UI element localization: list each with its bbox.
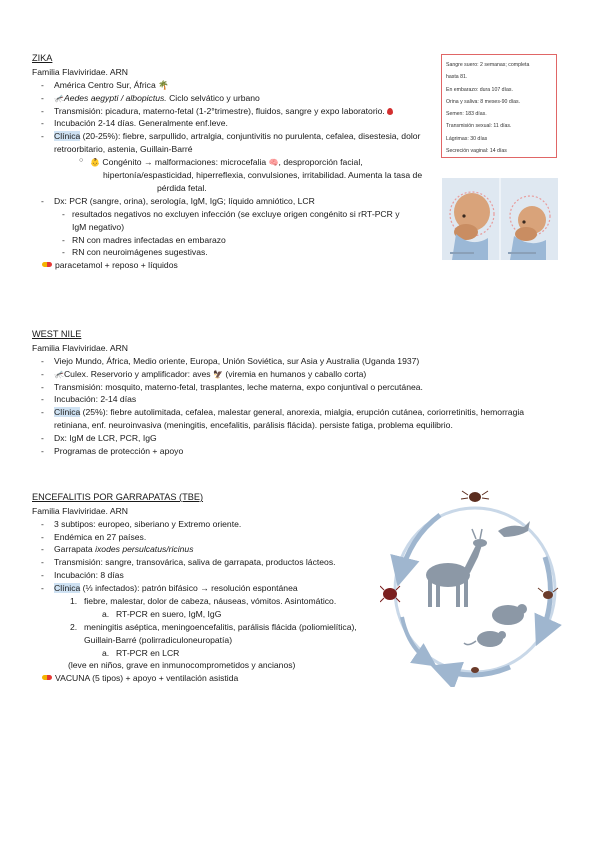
note-line: Transmisión sexual: 11 días. — [446, 123, 512, 130]
note-line: Lágrimas: 30 días — [446, 135, 488, 142]
bird-icon: 🦅 — [213, 369, 223, 379]
tick-engorged-icon — [380, 586, 400, 602]
zika-family: Familia Flaviviridae. ARN — [32, 66, 128, 77]
tbe-treatment: VACUNA (5 tipos) + apoyo + ventilación asistida — [32, 672, 357, 685]
west-nile-section — [32, 328, 524, 458]
tick-adult-icon — [461, 491, 489, 502]
tbe-phase-1: 1. fiebre, malestar, dolor de cabeza, náuseas, vómitos. Asintomático. — [70, 596, 337, 607]
persistence-note-box — [441, 54, 557, 158]
west-nile-bullet-transmission: - Transmisión: mosquito, materno-fetal, trasplantes, leche materna, expo conjuntival o percutánea. — [32, 381, 524, 394]
blood-drop-icon — [387, 108, 393, 115]
tbe-bullet-clinic: - Clínica (⅓ infectados): patrón bifásico → resolución espontánea — [32, 582, 357, 595]
tbe-bullet-tick: - Garrapata ixodes persulcatus/ricinus — [32, 543, 357, 556]
west-nile-bullet-clinic: - Clínica (25%): fiebre autolimitada, cefalea, malestar general, anorexia, mialgia, erupción cutánea, coriorretinitis, hemorragia — [32, 406, 524, 419]
zika-bullet-dx: - Dx: PCR (sangre, orina), serología, IgM, IgG; líquido amniótico, LCR — [32, 195, 422, 208]
note-line: hasta 81. — [446, 74, 468, 81]
tbe-severity: (leve en niños, grave en inmunocomprometidos y ancianos) — [68, 660, 296, 671]
west-nile-bullet-vector: - 🦟Culex. Reservorio y amplificador: aves 🦅 (viremia en humanos y caballo corta) — [32, 368, 524, 381]
tbe-bullet-subtypes: - 3 subtipos: europeo, siberiano y Extremo oriente. — [32, 518, 357, 531]
zika-bullet-transmission: - Transmisión: picadura, materno-fetal (1-2°trimestre), fluidos, sangre y expo laboratorio. — [32, 105, 422, 118]
note-line: En embarazo: dura 107 días. — [446, 86, 513, 93]
pill-icon — [42, 675, 52, 680]
note-line: Orina y saliva: 8 meses-90 días. — [446, 98, 521, 105]
rodent-icon — [464, 604, 527, 647]
zika-congenito-cont2: pérdida fetal. — [157, 183, 207, 194]
tbe-bullet-endemic: - Endémica en 27 países. — [32, 531, 357, 544]
zika-bullet-vector: - 🦟Aedes aegypti / albopictus. Ciclo selvático y urbano — [32, 92, 422, 105]
deer-icon — [426, 529, 487, 607]
tbe-bullet-transmission: - Transmisión: sangre, transovárica, saliva de garrapata, productos lácteos. — [32, 556, 357, 569]
zika-dx-sub: - resultados negativos no excluyen infección (se excluye origen congénito si rRT-PCR y — [32, 208, 422, 221]
zika-clinic-cont: retroorbitario, astenia, Guillain-Barré — [54, 144, 193, 155]
zika-bullet-incubation: - Incubación 2-14 días. Generalmente enf.leve. — [32, 117, 422, 130]
tbe-phase-1-dx: a. RT-PCR en suero, IgM, IgG — [102, 608, 222, 619]
west-nile-bullet-geo: - Viejo Mundo, África, Medio oriente, Europa, Unión Soviética, sur Asia y Australia (Uganda 1937) — [32, 355, 524, 368]
west-nile-family: Familia Flaviviridae. ARN — [32, 342, 128, 353]
zika-congenito-cont: hipertonía/espasticidad, hiperreflexia, convulsiones, irritabilidad. Aumenta la tasa de — [103, 170, 423, 181]
note-line: Semen: 183 días. — [446, 111, 487, 118]
zika-dx-sub-cont: IgM negativo) — [72, 221, 125, 232]
mosquito-icon: 🦟 — [54, 93, 64, 103]
zika-dx-sub: - RN con madres infectadas en embarazo — [32, 234, 422, 247]
zika-treatment: paracetamol + reposo + líquidos — [32, 259, 422, 272]
brain-icon: 🧠 — [268, 158, 279, 168]
note-line: Secreción vaginal: 14 días — [446, 148, 507, 155]
west-nile-bullet-dx: - Dx: IgM de LCR, PCR, IgG — [32, 432, 524, 445]
pill-icon — [42, 262, 52, 267]
section-title-west-nile: WEST NILE — [32, 329, 82, 339]
note-line: Sangre suero: 2 semanas; completa — [446, 62, 530, 68]
west-nile-clinic-cont: retiniana, enf. neuroinvasiva (meningitis, encefalitis, parálisis flácida). persiste fatiga, problema equilibrio. — [54, 420, 453, 431]
tick-larva-icon — [471, 667, 479, 673]
baby-icon: 👶 — [90, 158, 100, 168]
tick-cycle-diagram — [380, 487, 570, 687]
mosquito-icon: 🦟 — [54, 369, 64, 379]
west-nile-bullet-programs: - Programas de protección + apoyo — [32, 445, 524, 458]
zika-dx-sub: - RN con neuroimágenes sugestivas. — [32, 246, 422, 259]
bird-icon — [498, 521, 530, 537]
tbe-phase-2: 2. meningitis aséptica, meningoencefalitis, parálisis flácida (poliomielítica), — [70, 621, 357, 632]
tbe-phase-2-cont: Guillain-Barré (polirradiculoneuropatía) — [84, 634, 233, 645]
tbe-bullet-incubation: - Incubación: 8 días — [32, 569, 357, 582]
section-title-tbe: ENCEFALITIS POR GARRAPATAS (TBE) — [32, 492, 204, 502]
west-nile-bullet-incubation: - Incubación: 2-14 días — [32, 393, 524, 406]
zika-congenito: ○ 👶 Congénito → malformaciones: microcefalia 🧠, desproporción facial, — [32, 156, 422, 169]
zika-bullet-geo: - América Centro Sur, África 🌴 — [32, 79, 422, 92]
section-title-zika: ZIKA — [32, 53, 53, 63]
microcephaly-illustration — [442, 178, 558, 260]
tbe-phase-2-dx: a. RT-PCR en LCR — [102, 647, 180, 658]
zika-bullet-clinic: - Clínica (20-25%): fiebre, sarpullido, artralgia, conjuntivitis no purulenta, cefalea, disestesia, dolor — [32, 130, 422, 143]
tbe-section — [32, 491, 357, 685]
zika-section — [32, 52, 422, 272]
tbe-family: Familia Flaviviridae. ARN — [32, 505, 128, 516]
